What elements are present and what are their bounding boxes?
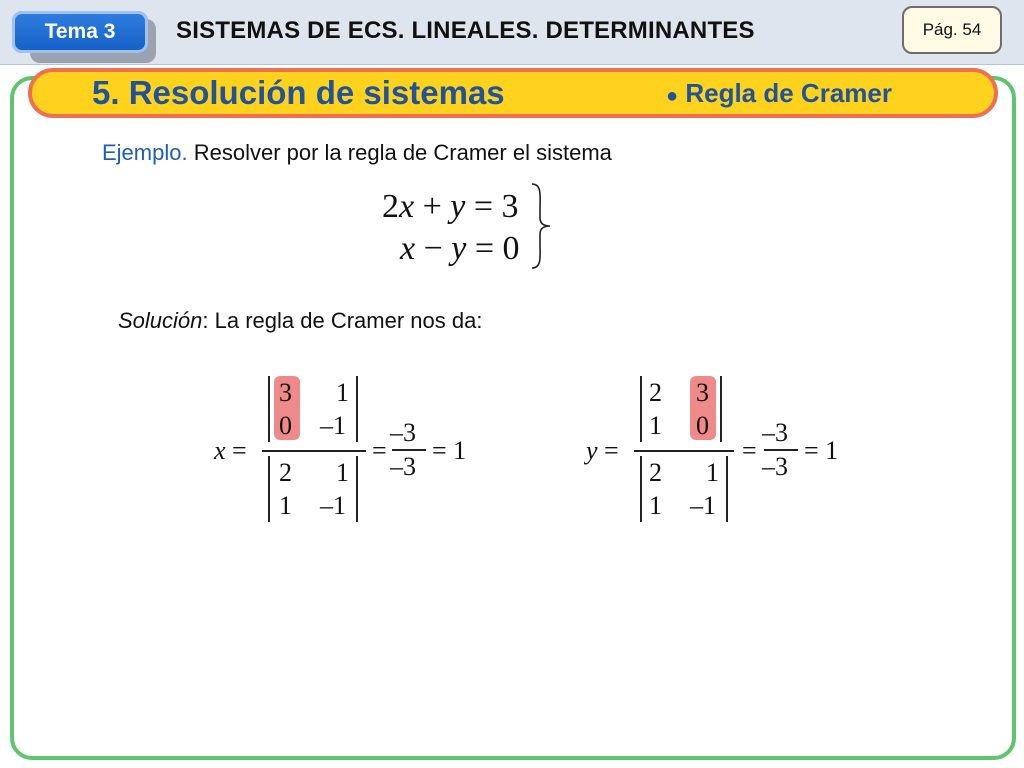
y-num-det-right-bar xyxy=(720,376,722,442)
y-frac-num: –3 xyxy=(762,418,788,447)
x-den-a11: 2 xyxy=(279,458,292,487)
y-den-det-right-bar xyxy=(726,456,728,522)
y-equals-2: = xyxy=(742,436,757,465)
page-number: Pág. 54 xyxy=(902,6,1002,54)
y-den-a21: 1 xyxy=(649,491,662,520)
x-frac-num: –3 xyxy=(390,418,416,447)
y-result: = 1 xyxy=(804,436,839,465)
x-fraction-bar xyxy=(262,450,366,452)
bullet-icon: ● xyxy=(666,85,679,107)
x-den-a12: 1 xyxy=(336,458,349,487)
y-num-a11: 2 xyxy=(649,378,662,407)
example-intro xyxy=(102,140,612,166)
y-num-a22: 0 xyxy=(696,411,709,440)
y-variable: y xyxy=(586,436,598,465)
x-equals: = xyxy=(232,436,247,465)
section-subtitle xyxy=(666,78,892,109)
y-num-a12: 3 xyxy=(696,378,709,407)
solution-intro xyxy=(118,308,482,334)
solution-text: : La regla de Cramer nos da: xyxy=(202,308,483,333)
x-num-a11: 3 xyxy=(279,378,292,407)
example-text: Resolver por la regla de Cramer el sistema xyxy=(193,140,612,165)
x-equals-2: = xyxy=(372,436,387,465)
x-den-det-left-bar xyxy=(268,456,270,522)
section-subtitle-text: Regla de Cramer xyxy=(685,78,892,108)
y-num-a21: 1 xyxy=(649,411,662,440)
y-num-det-left-bar xyxy=(640,376,642,442)
content-frame xyxy=(10,76,1016,760)
y-den-a22: –1 xyxy=(690,491,716,520)
x-den-det-right-bar xyxy=(356,456,358,522)
x-result: = 1 xyxy=(432,436,467,465)
example-label: Ejemplo. xyxy=(102,140,188,165)
page-title: SISTEMAS DE ECS. LINEALES. DETERMINANTES xyxy=(176,17,755,44)
x-den-a21: 1 xyxy=(279,491,292,520)
x-num-a12: 1 xyxy=(336,378,349,407)
x-den-a22: –1 xyxy=(320,491,346,520)
x-num-a21: 0 xyxy=(279,411,292,440)
tema-badge[interactable]: Tema 3 xyxy=(12,11,148,53)
x-frac-den: –3 xyxy=(390,452,416,481)
equation-2: x − y = 0 xyxy=(400,230,520,267)
section-title: 5. Resolución de sistemas xyxy=(92,74,505,111)
x-variable: x xyxy=(214,436,226,465)
y-fraction-bar xyxy=(634,450,734,452)
system-brace xyxy=(528,182,554,270)
y-small-fraction-bar xyxy=(764,449,798,451)
y-frac-den: –3 xyxy=(762,452,788,481)
x-num-a22: –1 xyxy=(320,411,346,440)
y-equals: = xyxy=(604,436,619,465)
solution-label: Solución xyxy=(118,308,203,333)
y-den-det-left-bar xyxy=(640,456,642,522)
y-den-a11: 2 xyxy=(649,458,662,487)
x-num-det-left-bar xyxy=(268,376,270,442)
y-den-a12: 1 xyxy=(706,458,719,487)
x-small-fraction-bar xyxy=(392,449,426,451)
equation-1: 2x + y = 3 xyxy=(382,188,519,225)
x-num-det-right-bar xyxy=(356,376,358,442)
